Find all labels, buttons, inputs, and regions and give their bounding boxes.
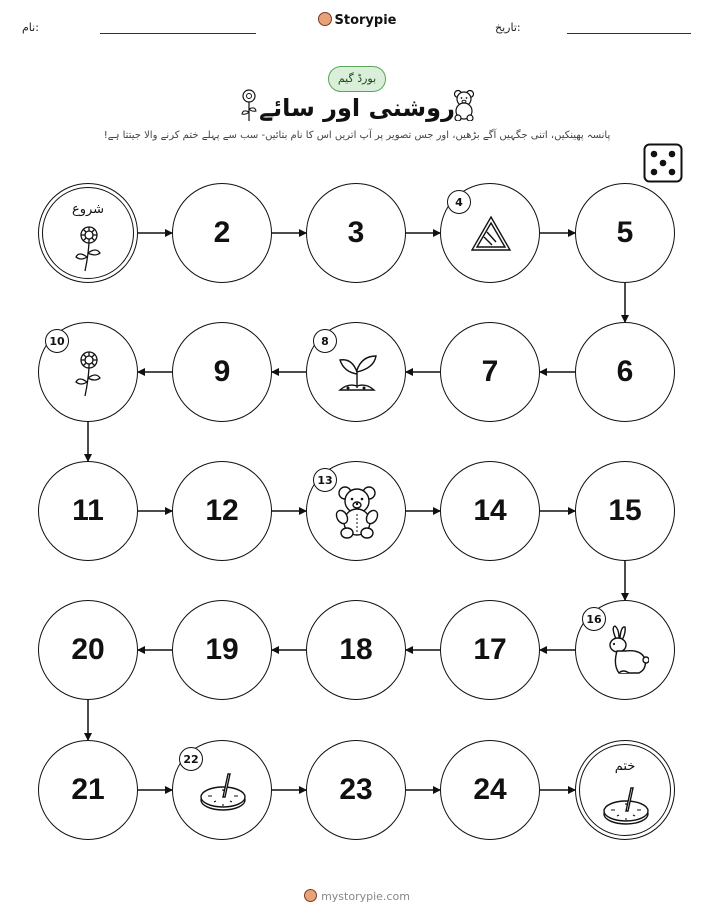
date-label: تاریخ: xyxy=(495,21,521,34)
board-square-24[interactable] xyxy=(440,740,540,840)
board-square-15[interactable] xyxy=(575,461,675,561)
board-square-12[interactable] xyxy=(172,461,272,561)
square-number: 6 xyxy=(616,355,634,388)
square-number: 11 xyxy=(72,494,104,527)
square-number: 19 xyxy=(205,633,239,666)
start-square[interactable] xyxy=(38,183,138,283)
square-number: 23 xyxy=(339,773,373,806)
square-number-tag: 8 xyxy=(313,329,337,353)
rabbit-icon xyxy=(603,625,649,681)
board-square-19[interactable] xyxy=(172,600,272,700)
square-number: 24 xyxy=(473,773,507,806)
board-square-2[interactable] xyxy=(172,183,272,283)
sundial-icon xyxy=(601,784,651,830)
square-number: 15 xyxy=(608,494,642,527)
board-square-4[interactable] xyxy=(440,183,540,283)
instructions-text: پانسہ پھینکیں، اتنی جگہیں آگے بڑھیں، اور جس تصویر پر آپ اتریں اس کا نام بتائیں- سب سے پہلے ختم کرنے والا جیتتا ہے! xyxy=(103,130,611,141)
board-square-8[interactable] xyxy=(306,322,406,422)
square-number: 14 xyxy=(473,494,507,527)
page-title: روشنی اور سائے xyxy=(259,94,455,122)
board-square-3[interactable] xyxy=(306,183,406,283)
square-number: 3 xyxy=(347,216,365,249)
footer xyxy=(0,889,714,903)
finish-square[interactable] xyxy=(575,740,675,840)
board-game-badge: بورڈ گیم xyxy=(328,66,386,92)
board-square-6[interactable] xyxy=(575,322,675,422)
finish-label: ختم xyxy=(614,759,636,774)
teddy-bear-icon xyxy=(332,484,382,544)
sundial-icon xyxy=(198,770,248,816)
square-number: 2 xyxy=(213,216,231,249)
board-square-10[interactable] xyxy=(38,322,138,422)
board-square-16[interactable] xyxy=(575,600,675,700)
board-square-18[interactable] xyxy=(306,600,406,700)
footer-logo-icon xyxy=(304,889,317,902)
square-number: 7 xyxy=(481,355,499,388)
square-number: 12 xyxy=(205,494,239,527)
board-square-13[interactable] xyxy=(306,461,406,561)
start-label: شروع xyxy=(71,202,105,217)
board-square-20[interactable] xyxy=(38,600,138,700)
square-number-tag: 16 xyxy=(582,607,606,631)
square-number-tag: 13 xyxy=(313,468,337,492)
square-number: 17 xyxy=(473,633,507,666)
sprout-icon xyxy=(334,350,380,400)
square-number-tag: 10 xyxy=(45,329,69,353)
board-square-21[interactable] xyxy=(38,740,138,840)
prism-icon xyxy=(469,214,513,258)
square-number: 9 xyxy=(213,355,231,388)
board-square-11[interactable] xyxy=(38,461,138,561)
board-square-23[interactable] xyxy=(306,740,406,840)
board-square-14[interactable] xyxy=(440,461,540,561)
square-number-tag: 4 xyxy=(447,190,471,214)
flower-icon xyxy=(69,223,109,277)
square-number-tag: 22 xyxy=(179,747,203,771)
square-number: 20 xyxy=(71,633,105,666)
square-number: 21 xyxy=(71,773,105,806)
board-square-9[interactable] xyxy=(172,322,272,422)
board-square-7[interactable] xyxy=(440,322,540,422)
flower-icon xyxy=(69,348,109,402)
square-number: 18 xyxy=(339,633,373,666)
board-square-22[interactable] xyxy=(172,740,272,840)
board-square-5[interactable] xyxy=(575,183,675,283)
brand-name: Storypie xyxy=(334,13,397,28)
name-label: نام: xyxy=(22,21,39,34)
board-square-17[interactable] xyxy=(440,600,540,700)
square-number: 5 xyxy=(616,216,634,249)
footer-url[interactable]: mystorypie.com xyxy=(321,890,410,903)
